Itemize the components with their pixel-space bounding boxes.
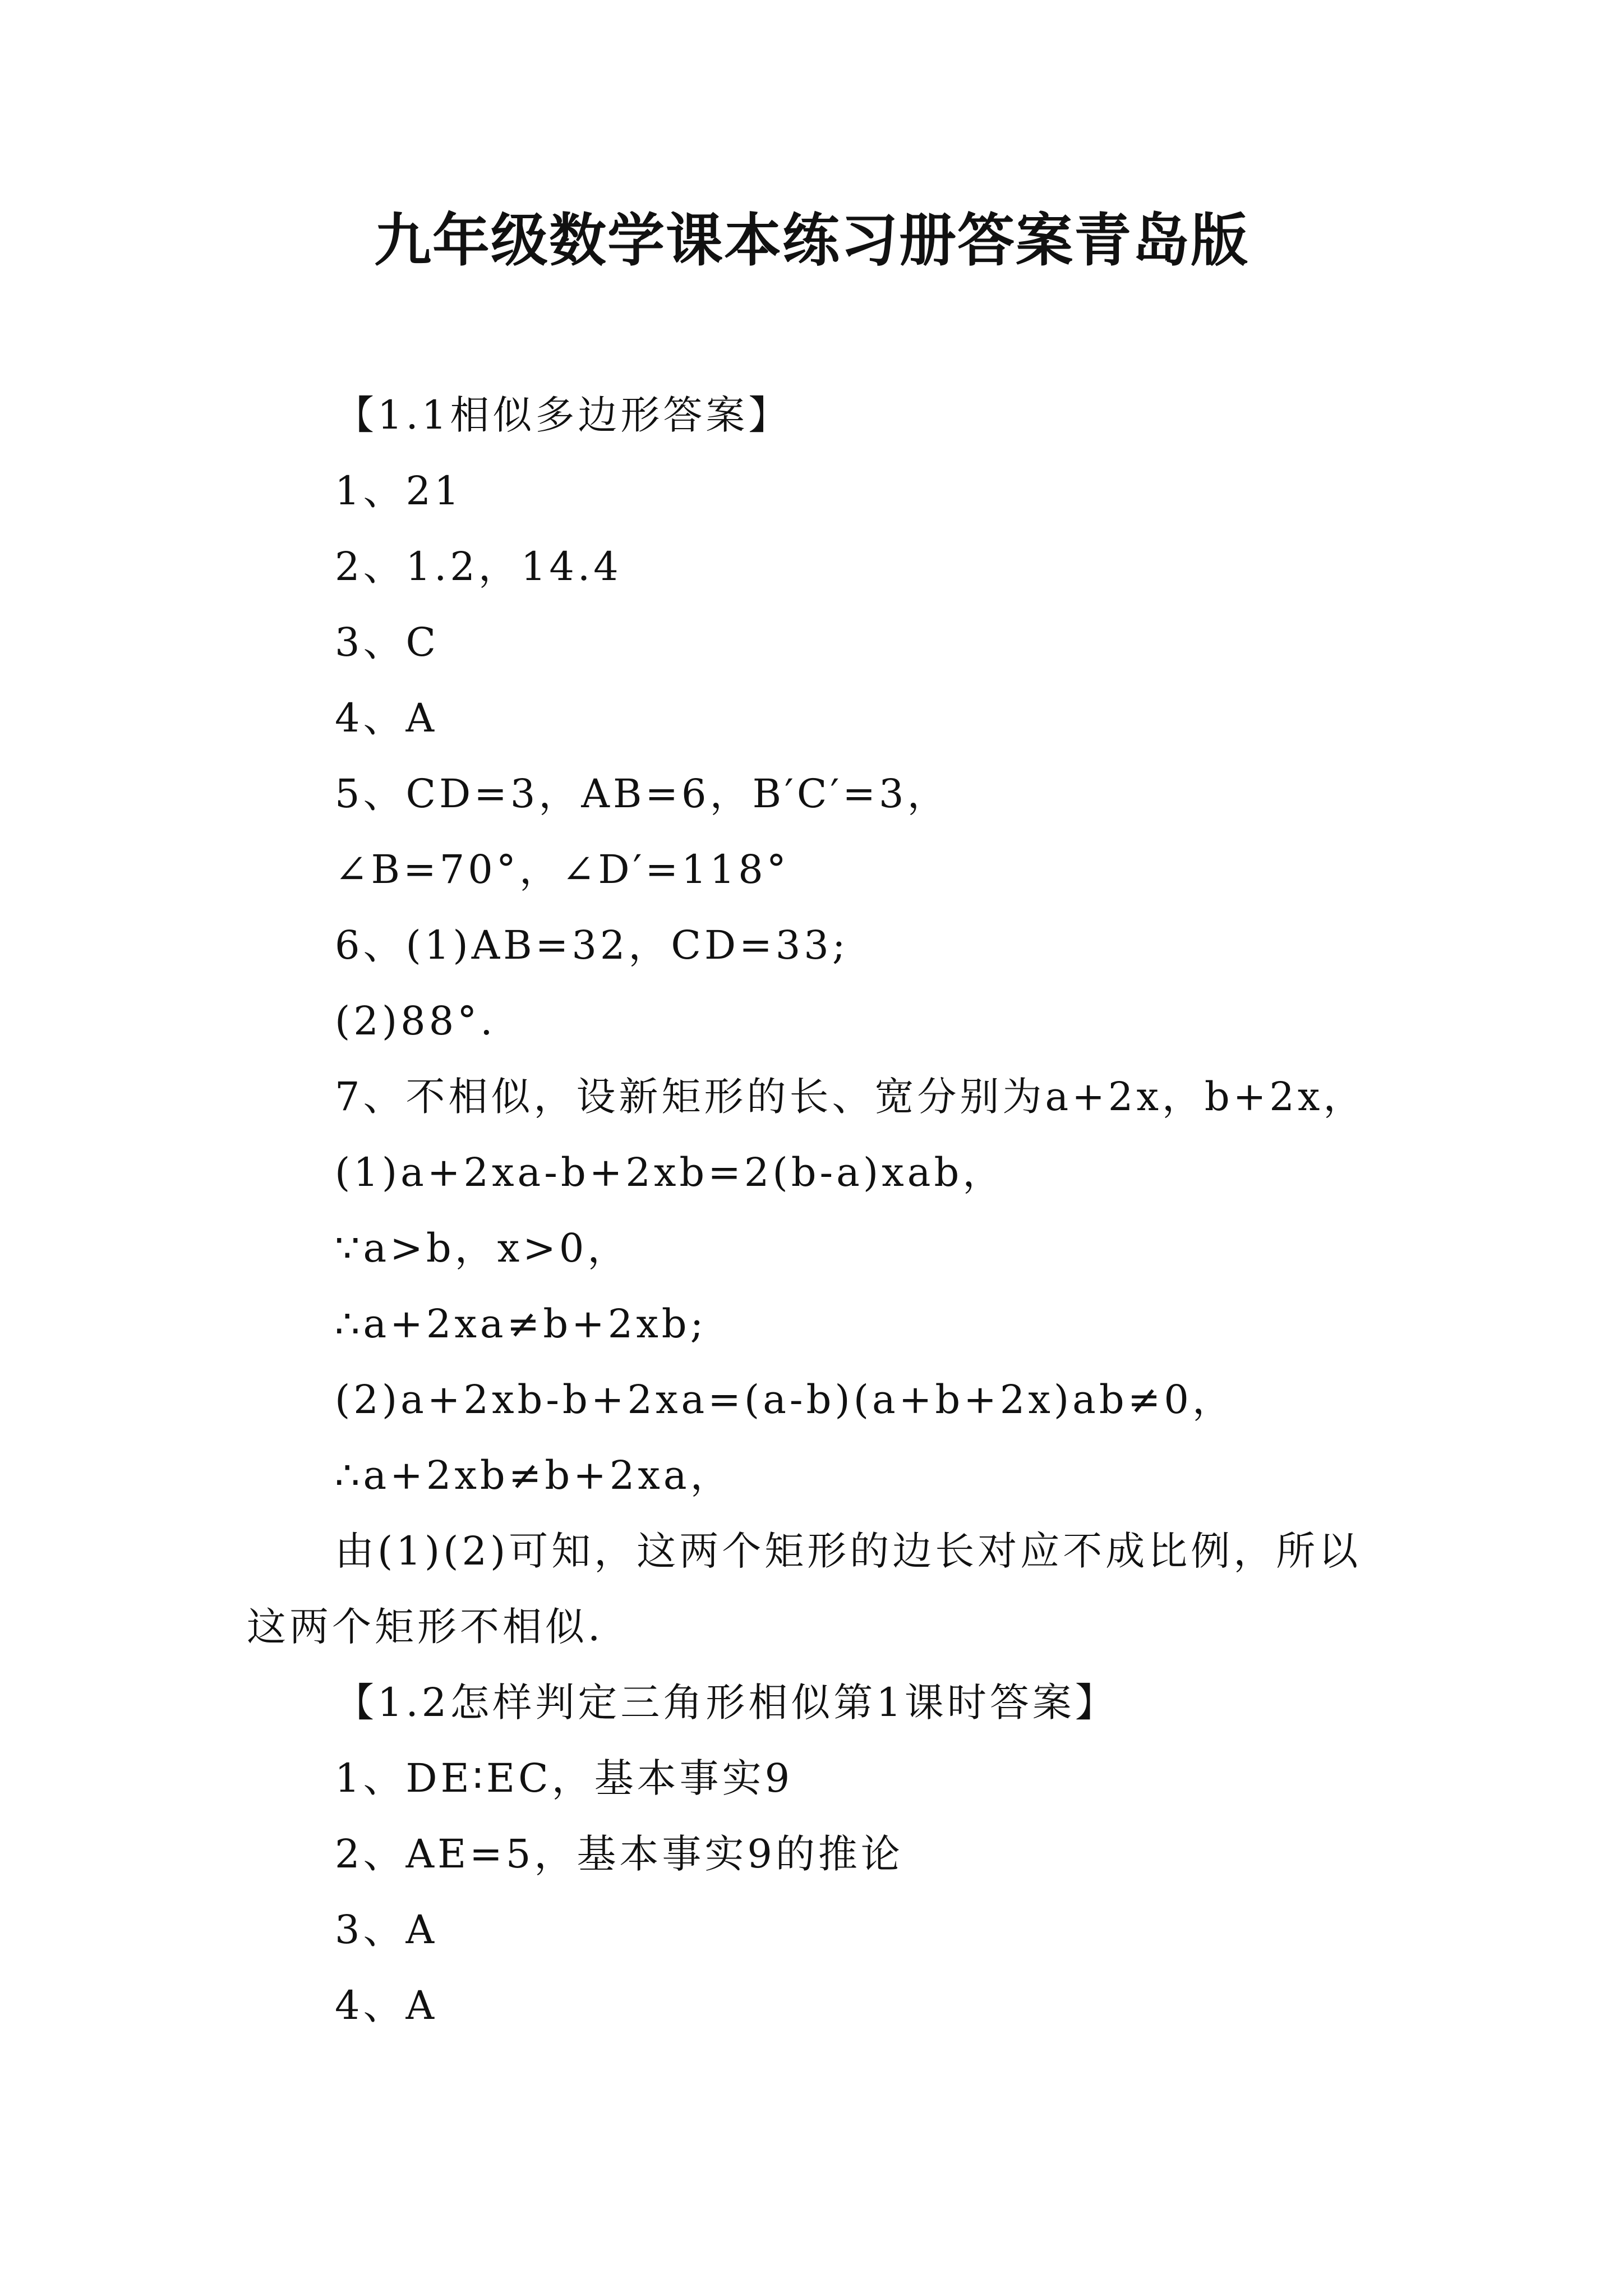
section-heading-1-2: 【1.2怎样判定三角形相似第1课时答案】	[335, 1680, 1118, 1726]
answer-line: 6、(1)AB=32，CD=33;	[335, 922, 849, 968]
answer-line: 1、21	[335, 468, 463, 514]
answer-line: ∠B=70°，∠D′=118°	[335, 846, 790, 892]
answer-paragraph: 由(1)(2)可知，这两个矩形的边长对应不成比例，所以	[335, 1528, 1362, 1574]
answer-line: 4、A	[335, 695, 438, 741]
answer-paragraph-continuation: 这两个矩形不相似.	[247, 1604, 604, 1650]
answer-line: ∵a>b，x>0，	[335, 1225, 630, 1271]
answer-line: ∴a+2xa≠b+2xb;	[335, 1301, 707, 1347]
answer-line: 4、A	[335, 1982, 438, 2028]
answer-line: 5、CD=3，AB=6，B′C′=3，	[335, 771, 950, 817]
answer-line: 3、A	[335, 1907, 438, 1953]
document-title: 九年级数学课本练习册答案青岛版	[374, 208, 1249, 274]
answer-line: 1、DE∶EC，基本事实9	[335, 1755, 794, 1801]
answer-line: ∴a+2xb≠b+2xa，	[335, 1452, 733, 1498]
answer-line: (1)a+2xa-b+2xb=2(b-a)xab，	[335, 1149, 1006, 1195]
answer-line: (2)88°.	[335, 998, 496, 1044]
answer-line: (2)a+2xb-b+2xa=(a-b)(a+b+2x)ab≠0，	[335, 1377, 1235, 1423]
answer-line: 3、C	[335, 619, 440, 665]
answer-line: 7、不相似，设新矩形的长、宽分别为a+2x，b+2x，	[335, 1074, 1366, 1120]
section-heading-1-1: 【1.1相似多边形答案】	[335, 392, 791, 438]
answer-line: 2、1.2，14.4	[335, 544, 622, 590]
answer-line: 2、AE=5，基本事实9的推论	[335, 1831, 903, 1877]
